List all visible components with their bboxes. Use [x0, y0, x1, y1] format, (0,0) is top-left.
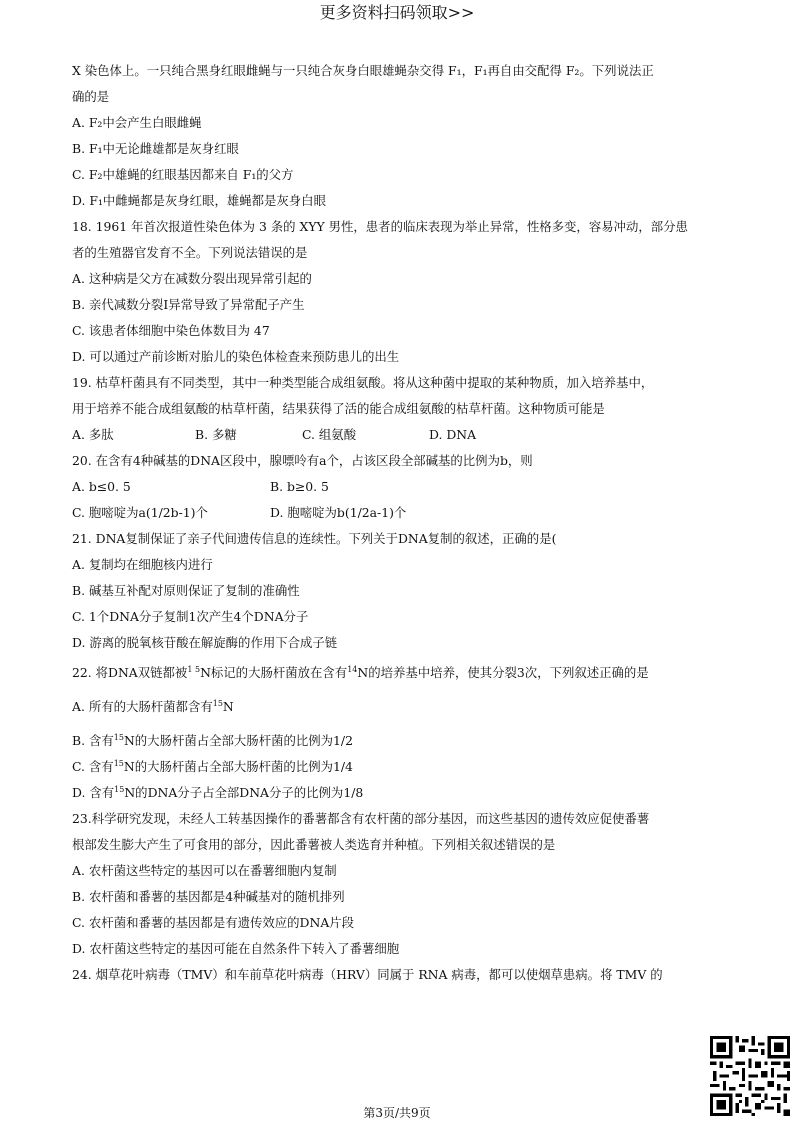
q22-option-b	[72, 728, 722, 754]
q20-options-cd	[72, 500, 722, 526]
question-24	[72, 962, 722, 988]
q21-option-c: C. 1个DNA分子复制1次产生4个DNA分子	[72, 609, 309, 624]
q21-line1: 21. DNA复制保证了亲子代间遗传信息的连续性。下列关于DNA复制的叙述，正确的是(	[72, 531, 557, 546]
q19-option-a: A. 多肽	[72, 427, 114, 442]
q18-line2: 者的生殖器官发育不全。下列说法错误的是	[72, 245, 308, 260]
q22-option-c	[72, 754, 722, 780]
q19-option-d: D. DNA	[429, 427, 477, 442]
q19-line2: 用于培养不能合成组氨酸的枯草杆菌，结果获得了活的能合成组氨酸的枯草杆菌。这种物质可能是	[72, 401, 605, 416]
footer-more-info[interactable]: 更多资料扫码领取>>	[319, 3, 475, 22]
question-20	[72, 448, 722, 526]
q18-line1: 18. 1961 年首次报道性染色体为 3 条的 XYY 男性，患者的临床表现为举止异常，性格多变，容易冲动，部分患	[72, 219, 688, 234]
exam-page	[72, 58, 722, 988]
q17-option-c: C. F₂中雄蝇的红眼基因都来自 F₁的父方	[72, 167, 294, 182]
q22-option-d	[72, 780, 722, 806]
question-21	[72, 526, 722, 656]
isotope-15: 15	[212, 699, 223, 708]
q19-options	[72, 422, 722, 448]
q22-text: A. 所有的大肠杆菌都含有	[72, 699, 213, 714]
q22-text: B. 含有	[72, 733, 114, 748]
isotope-15: 1 5	[187, 665, 201, 674]
q22-text: C. 含有	[72, 759, 114, 774]
q18-option-c: C. 该患者体细胞中染色体数目为 47	[72, 323, 270, 338]
q21-option-a: A. 复制均在细胞核内进行	[72, 557, 213, 572]
q21-option-b: B. 碱基互补配对原则保证了复制的准确性	[72, 583, 300, 598]
q22-text: N的培养基中培养，使其分裂3次，下列叙述正确的是	[357, 665, 649, 680]
q22-text: N的大肠杆菌占全部大肠杆菌的比例为1/4	[123, 759, 353, 774]
question-19	[72, 370, 722, 448]
q23-option-a: A. 农杆菌这些特定的基因可以在番薯细胞内复制	[72, 863, 337, 878]
isotope-14: 14	[347, 665, 358, 674]
q18-option-a: A. 这种病是父方在减数分裂出现异常引起的	[72, 271, 312, 286]
question-17-continued	[72, 58, 722, 214]
q22-text: N	[222, 699, 234, 714]
q23-line2: 根部发生膨大产生了可食用的部分，因此番薯被人类选育并种植。下列相关叙述错误的是	[72, 837, 556, 852]
q23-line1: 23.科学研究发现，未经人工转基因操作的番薯都含有农杆菌的部分基因，而这些基因的遗传效应促使番薯	[72, 811, 650, 826]
question-22	[72, 660, 722, 806]
q22-text: D. 含有	[72, 785, 115, 800]
q23-option-d: D. 农杆菌这些特定的基因可能在自然条件下转入了番薯细胞	[72, 941, 400, 956]
q21-option-d: D. 游离的脱氧核苷酸在解旋酶的作用下合成子链	[72, 635, 338, 650]
q19-option-c: C. 组氨酸	[302, 427, 357, 442]
q22-text: N标记的大肠杆菌放在含有	[200, 665, 348, 680]
question-23	[72, 806, 722, 962]
qr-code-icon[interactable]	[710, 1036, 790, 1116]
q22-text: N的DNA分子占全部DNA分子的比例为1/8	[124, 785, 364, 800]
isotope-15: 15	[114, 785, 125, 794]
q23-option-c: C. 农杆菌和番薯的基因都是有遗传效应的DNA片段	[72, 915, 355, 930]
q17-option-b: B. F₁中无论雌雄都是灰身红眼	[72, 141, 239, 156]
q20-option-b: B. b≥0. 5	[270, 479, 329, 494]
q18-option-d: D. 可以通过产前诊断对胎儿的染色体检查来预防患儿的出生	[72, 349, 400, 364]
q20-option-a: A. b≤0. 5	[72, 479, 131, 494]
q22-line1	[72, 660, 722, 686]
isotope-15: 15	[113, 759, 124, 768]
question-18	[72, 214, 722, 370]
q17-option-d: D. F₁中雌蝇都是灰身红眼，雄蝇都是灰身白眼	[72, 193, 326, 208]
q23-option-b: B. 农杆菌和番薯的基因都是4种碱基对的随机排列	[72, 889, 345, 904]
q24-line1: 24. 烟草花叶病毒（TMV）和车前草花叶病毒（HRV）同属于 RNA 病毒，都可以使烟草患病。将 TMV 的	[72, 967, 663, 982]
q22-option-a	[72, 694, 722, 720]
q17-option-a: A. F₂中会产生白眼雌蝇	[72, 115, 202, 130]
q19-option-b: B. 多糖	[195, 427, 237, 442]
q22-text: 22. 将DNA双链都被	[72, 665, 188, 680]
q19-line1: 19. 枯草杆菌具有不同类型，其中一种类型能合成组氨酸。将从这种菌中提取的某种物质，加入培养基中，	[72, 375, 654, 390]
q20-option-c: C. 胞嘧啶为a(1/2b-1)个	[72, 505, 208, 520]
isotope-15: 15	[113, 733, 124, 742]
q18-option-b: B. 亲代减数分裂Ⅰ异常导致了异常配子产生	[72, 297, 305, 312]
q17-line2: 确的是	[72, 89, 110, 104]
q20-option-d: D. 胞嘧啶为b(1/2a-1)个	[270, 505, 407, 520]
q20-line1: 20. 在含有4种碱基的DNA区段中，腺嘌呤有a个，占该区段全部碱基的比例为b，则	[72, 453, 533, 468]
q22-text: N的大肠杆菌占全部大肠杆菌的比例为1/2	[123, 733, 353, 748]
q20-options-ab	[72, 474, 722, 500]
q17-line1: X 染色体上。一只纯合黑身红眼雌蝇与一只纯合灰身白眼雄蝇杂交得 F₁，F₁再自由交配得 F₂。下列说法正	[72, 63, 654, 78]
page-number: 第3页/共9页	[363, 1106, 431, 1120]
